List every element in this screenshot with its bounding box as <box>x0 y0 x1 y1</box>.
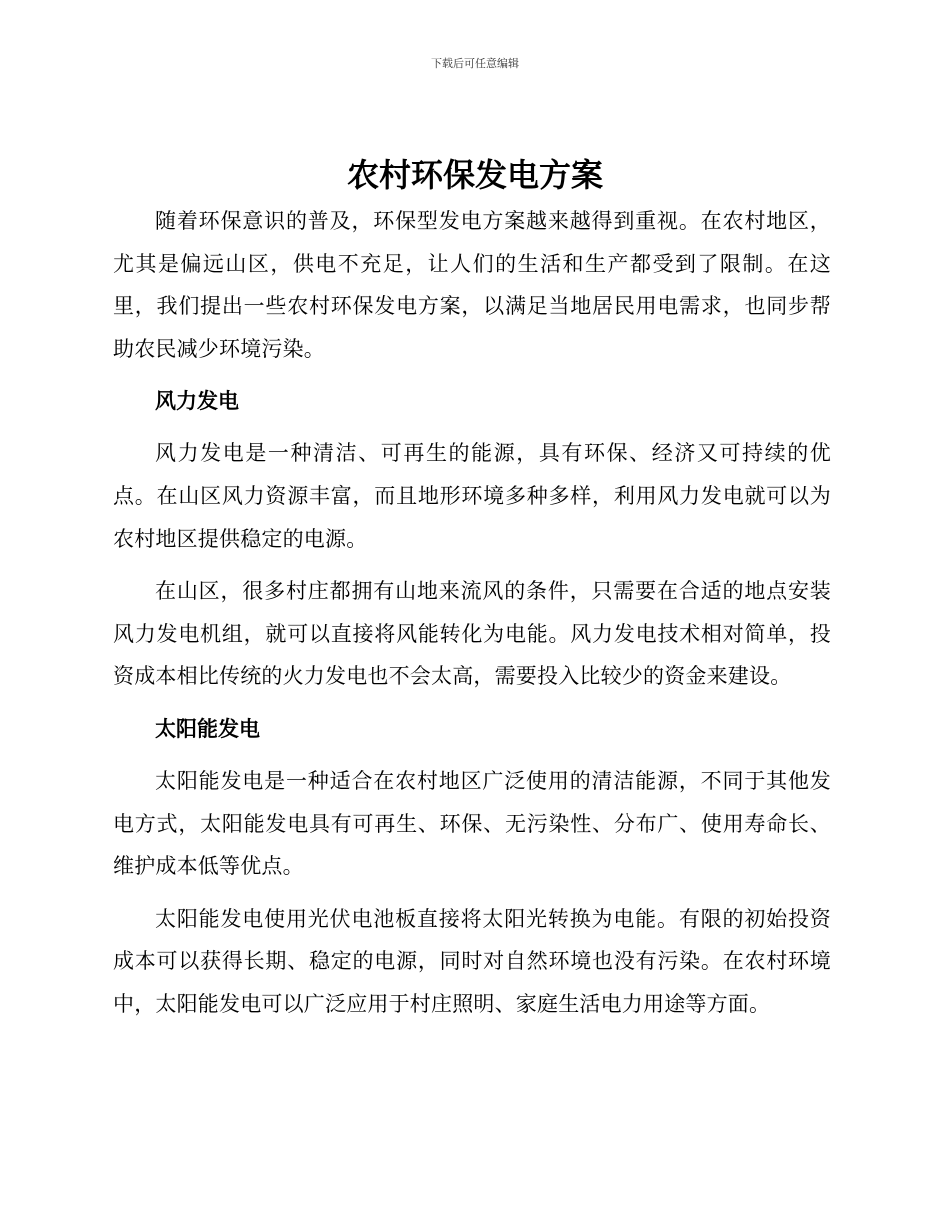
section-heading-wind: 风力发电 <box>155 389 239 414</box>
section-solar-power <box>113 708 831 1026</box>
document-body <box>113 200 831 1036</box>
wind-paragraph-2: 在山区，很多村庄都拥有山地来流风的条件，只需要在合适的地点安装风力发电机组，就可以直接将风能转化为电能。风力发电技术相对简单，投资成本相比传统的火力发电也不会太高，需要投入比较少的资金来建设。 <box>113 579 831 689</box>
header-note: 下载后可任意编辑 <box>431 57 519 70</box>
solar-paragraph-2: 太阳能发电使用光伏电池板直接将太阳光转换为电能。有限的初始投资成本可以获得长期、稳定的电源，同时对自然环境也没有污染。在农村环境中，太阳能发电可以广泛应用于村庄照明、家庭生活电力用途等方面。 <box>113 906 831 1016</box>
intro-paragraph: 随着环保意识的普及，环保型发电方案越来越得到重视。在农村地区，尤其是偏远山区，供电不充足，让人们的生活和生产都受到了限制。在这里，我们提出一些农村环保发电方案，以满足当地居民用电需求，也同步帮助农民减少环境污染。 <box>113 209 831 361</box>
wind-paragraph-1: 风力发电是一种清洁、可再生的能源，具有环保、经济又可持续的优点。在山区风力资源丰富，而且地形环境多种多样，利用风力发电就可以为农村地区提供稳定的电源。 <box>113 441 831 551</box>
section-wind-power <box>113 380 831 698</box>
section-heading-solar: 太阳能发电 <box>155 716 260 741</box>
document-title: 农村环保发电方案 <box>346 156 603 194</box>
solar-paragraph-1: 太阳能发电是一种适合在农村地区广泛使用的清洁能源，不同于其他发电方式，太阳能发电具有可再生、环保、无污染性、分布广、使用寿命长、维护成本低等优点。 <box>113 768 831 879</box>
